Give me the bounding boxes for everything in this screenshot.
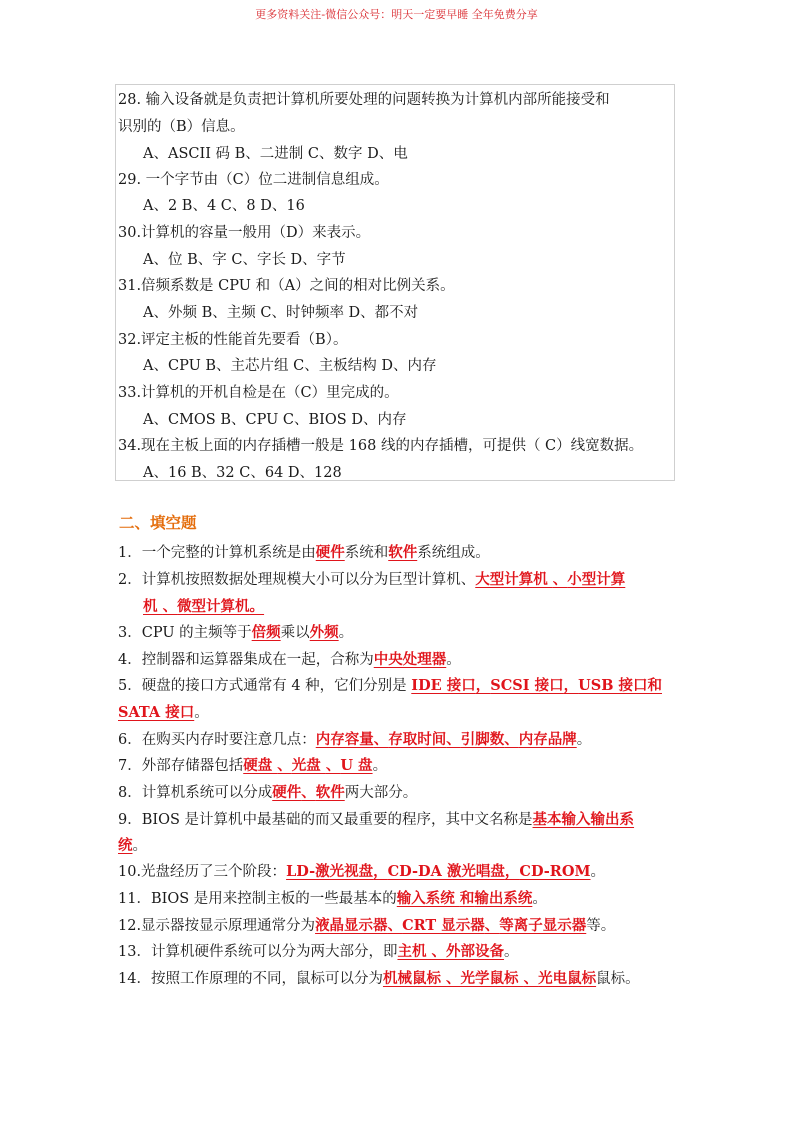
header-note: 更多资料关注-微信公众号：明天一定要早睡 全年免费分享 bbox=[255, 8, 538, 21]
section-title: 二、填空题 bbox=[119, 514, 197, 532]
fill-question-4: 4．控制器和运算器集成在一起，合称为中央处理器。 bbox=[118, 651, 461, 668]
question-28-options: A、ASCII 码 B、二进制 C、数字 D、电 bbox=[143, 146, 408, 162]
question-32-options: A、CPU B、主芯片组 C、主板结构 D、内存 bbox=[143, 358, 437, 374]
fill-question-14: 14．按照工作原理的不同，鼠标可以分为机械鼠标 、光学鼠标 、光电鼠标鼠标。 bbox=[118, 970, 640, 987]
fill-question-9: 9．BIOS 是计算机中最基础的而又最重要的程序，其中文名称是基本输入输出系 bbox=[118, 811, 635, 828]
question-30-options: A、位 B、字 C、字长 D、字节 bbox=[143, 252, 346, 268]
question-33: 33.计算机的开机自检是在（C）里完成的。 bbox=[118, 385, 399, 401]
fill-question-12: 12.显示器按显示原理通常分为液晶显示器、CRT 显示器、等离子显示器等。 bbox=[118, 917, 616, 934]
question-33-options: A、CMOS B、CPU C、BIOS D、内存 bbox=[143, 412, 407, 428]
fill-question-3: 3．CPU 的主频等于倍频乘以外频。 bbox=[118, 624, 354, 641]
question-29-options: A、2 B、4 C、8 D、16 bbox=[143, 198, 305, 214]
question-31-options: A、外频 B、主频 C、时钟频率 D、都不对 bbox=[143, 305, 419, 321]
fill-question-2-cont: 机 、微型计算机。 bbox=[143, 598, 265, 615]
question-29: 29. 一个字节由（C）位二进制信息组成。 bbox=[118, 172, 389, 188]
question-28: 28. 输入设备就是负责把计算机所要处理的问题转换为计算机内部所能接受和 bbox=[118, 92, 610, 108]
question-31: 31.倍频系数是 CPU 和（A）之间的相对比例关系。 bbox=[118, 278, 455, 294]
fill-question-5-cont: SATA 接口。 bbox=[118, 704, 209, 721]
fill-question-10: 10.光盘经历了三个阶段：LD-激光视盘，CD-DA 激光唱盘，CD-ROM。 bbox=[118, 863, 606, 880]
fill-question-1: 1．一个完整的计算机系统是由硬件系统和软件系统组成。 bbox=[118, 544, 490, 561]
fill-question-9-cont: 统。 bbox=[118, 837, 147, 854]
fill-question-8: 8．计算机系统可以分成硬件、软件两大部分。 bbox=[118, 784, 418, 801]
question-34: 34.现在主板上面的内存插槽一般是 168 线的内存插槽，可提供（ C）线宽数据。 bbox=[118, 438, 644, 454]
fill-question-11: 11．BIOS 是用来控制主板的一些最基本的输入系统 和输出系统。 bbox=[118, 890, 547, 907]
fill-question-5: 5．硬盘的接口方式通常有 4 种，它们分别是 IDE 接口，SCSI 接口，USB 接口和 bbox=[118, 677, 662, 694]
fill-question-13: 13．计算机硬件系统可以分为两大部分，即主机 、外部设备。 bbox=[118, 943, 519, 960]
question-32: 32.评定主板的性能首先要看（B）。 bbox=[118, 332, 348, 348]
fill-question-6: 6．在购买内存时要注意几点：内存容量、存取时间、引脚数、内存品牌。 bbox=[118, 731, 592, 748]
fill-question-7: 7．外部存储器包括硬盘 、光盘 、U 盘。 bbox=[118, 757, 388, 774]
question-34-options: A、16 B、32 C、64 D、128 bbox=[143, 465, 342, 481]
fill-question-2: 2．计算机按照数据处理规模大小可以分为巨型计算机、大型计算机 、小型计算 bbox=[118, 571, 626, 588]
question-28-cont: 识别的（B）信息。 bbox=[118, 119, 245, 135]
question-30: 30.计算机的容量一般用（D）来表示。 bbox=[118, 225, 371, 241]
